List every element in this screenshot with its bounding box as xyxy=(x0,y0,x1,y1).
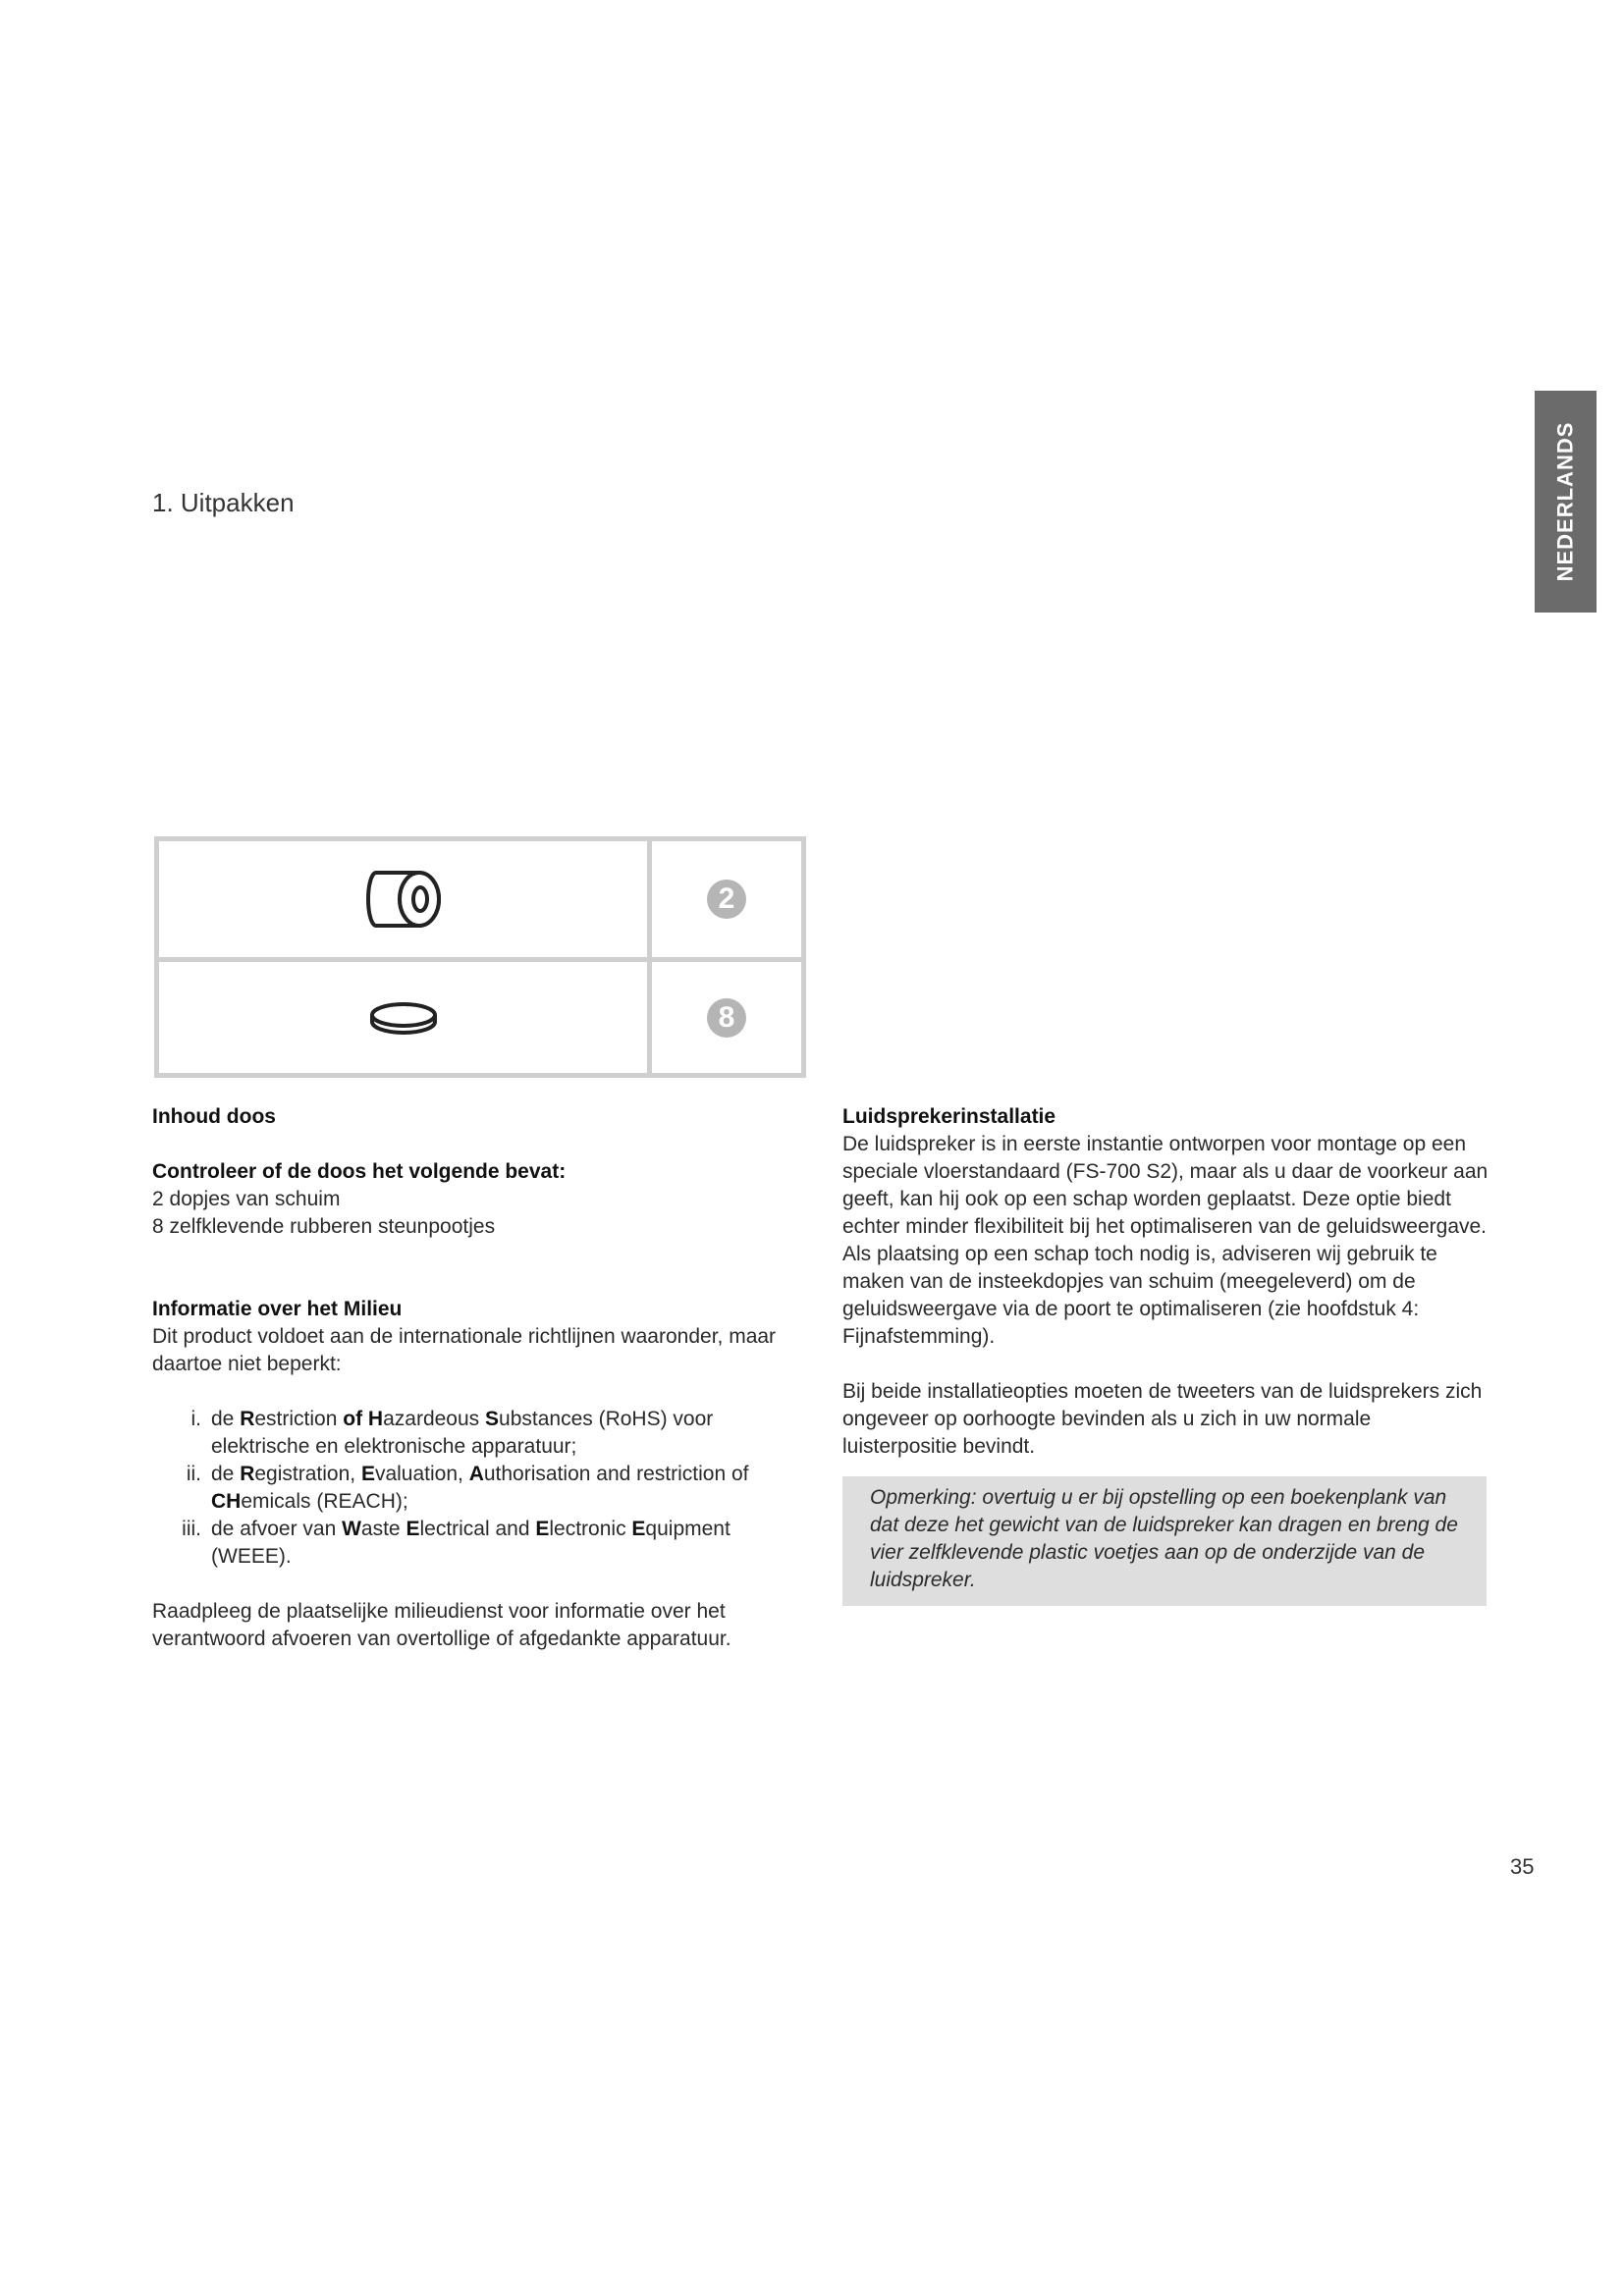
table-row xyxy=(159,841,801,962)
quantity-cell xyxy=(652,962,801,1073)
quantity-badge: 2 xyxy=(707,880,746,919)
box-contents-heading: Inhoud doos xyxy=(152,1105,276,1128)
environment-intro: Dit product voldoet aan de internationale richtlijnen waaronder, maar daartoe niet beperkt: xyxy=(152,1325,777,1375)
section-title: 1. Uitpakken xyxy=(152,488,295,517)
page-number: 35 xyxy=(1510,1854,1535,1879)
directive-reach: ii. de Registration, Evaluation, Authorisation and restriction of CHemicals (REACH); xyxy=(186,1463,749,1513)
left-column xyxy=(152,1103,800,1653)
foam-plug-cell xyxy=(159,841,652,957)
language-tab[interactable] xyxy=(1535,391,1597,613)
rubber-foot-icon xyxy=(364,995,443,1041)
install-paragraph: De luidspreker is in eerste instantie ontworpen voor montage op een speciale vloerstandaard (FS-700 S2), maar als u daar de voorkeur aan geeft, kan hij ook op een schap worden geplaatst. Deze optie biedt echter minder flexibiliteit bij het optimaliseren van de geluidsweergave. Als plaatsing op een schap toch nodig is, adviseren wij gebruik te maken van de insteekdopjes van schuim (meegeleverd) om de geluidsweergave via de poort te optimaliseren (zie hoofdstuk 4: Fijnafstemming). xyxy=(842,1133,1489,1348)
box-contents-table xyxy=(154,836,806,1078)
quantity-cell xyxy=(652,841,801,957)
rubber-foot-cell xyxy=(159,962,652,1073)
environment-heading: Informatie over het Milieu xyxy=(152,1298,403,1320)
quantity-badge: 8 xyxy=(707,998,746,1038)
directive-rohs: i. de Restriction of Hazardeous Substances (RoHS) voor elektrische en elektronische apparatuur; xyxy=(190,1408,714,1458)
install-heading: Luidsprekerinstallatie xyxy=(842,1105,1056,1128)
install-paragraph: Bij beide installatieopties moeten de tweeters van de luidsprekers zich ongeveer op oorhoogte bevinden als u zich in uw normale luisterpositie bevindt. xyxy=(842,1380,1483,1458)
list-item: 8 zelfklevende rubberen steunpootjes xyxy=(152,1215,496,1238)
directive-weee: iii. de afvoer van Waste Electrical and Electronic Equipment (WEEE). xyxy=(182,1518,731,1568)
directive-list xyxy=(152,1406,800,1571)
right-column xyxy=(842,1103,1490,1606)
language-tab-label: NEDERLANDS xyxy=(1552,421,1578,582)
table-row xyxy=(159,962,801,1073)
foam-plug-icon xyxy=(354,865,453,934)
check-heading: Controleer of de doos het volgende bevat: xyxy=(152,1160,567,1183)
note-box: Opmerking: overtuig u er bij opstelling op een boekenplank van dat deze het gewicht van de luidspreker kan dragen en breng de vier zelfklevende plastic voetjes aan op de onderzijde van de luidspreker. xyxy=(842,1476,1487,1606)
environment-footer: Raadpleeg de plaatselijke milieudienst voor informatie over het verantwoord afvoeren van overtollige of afgedankte apparatuur. xyxy=(152,1600,731,1650)
list-item: 2 dopjes van schuim xyxy=(152,1188,341,1210)
